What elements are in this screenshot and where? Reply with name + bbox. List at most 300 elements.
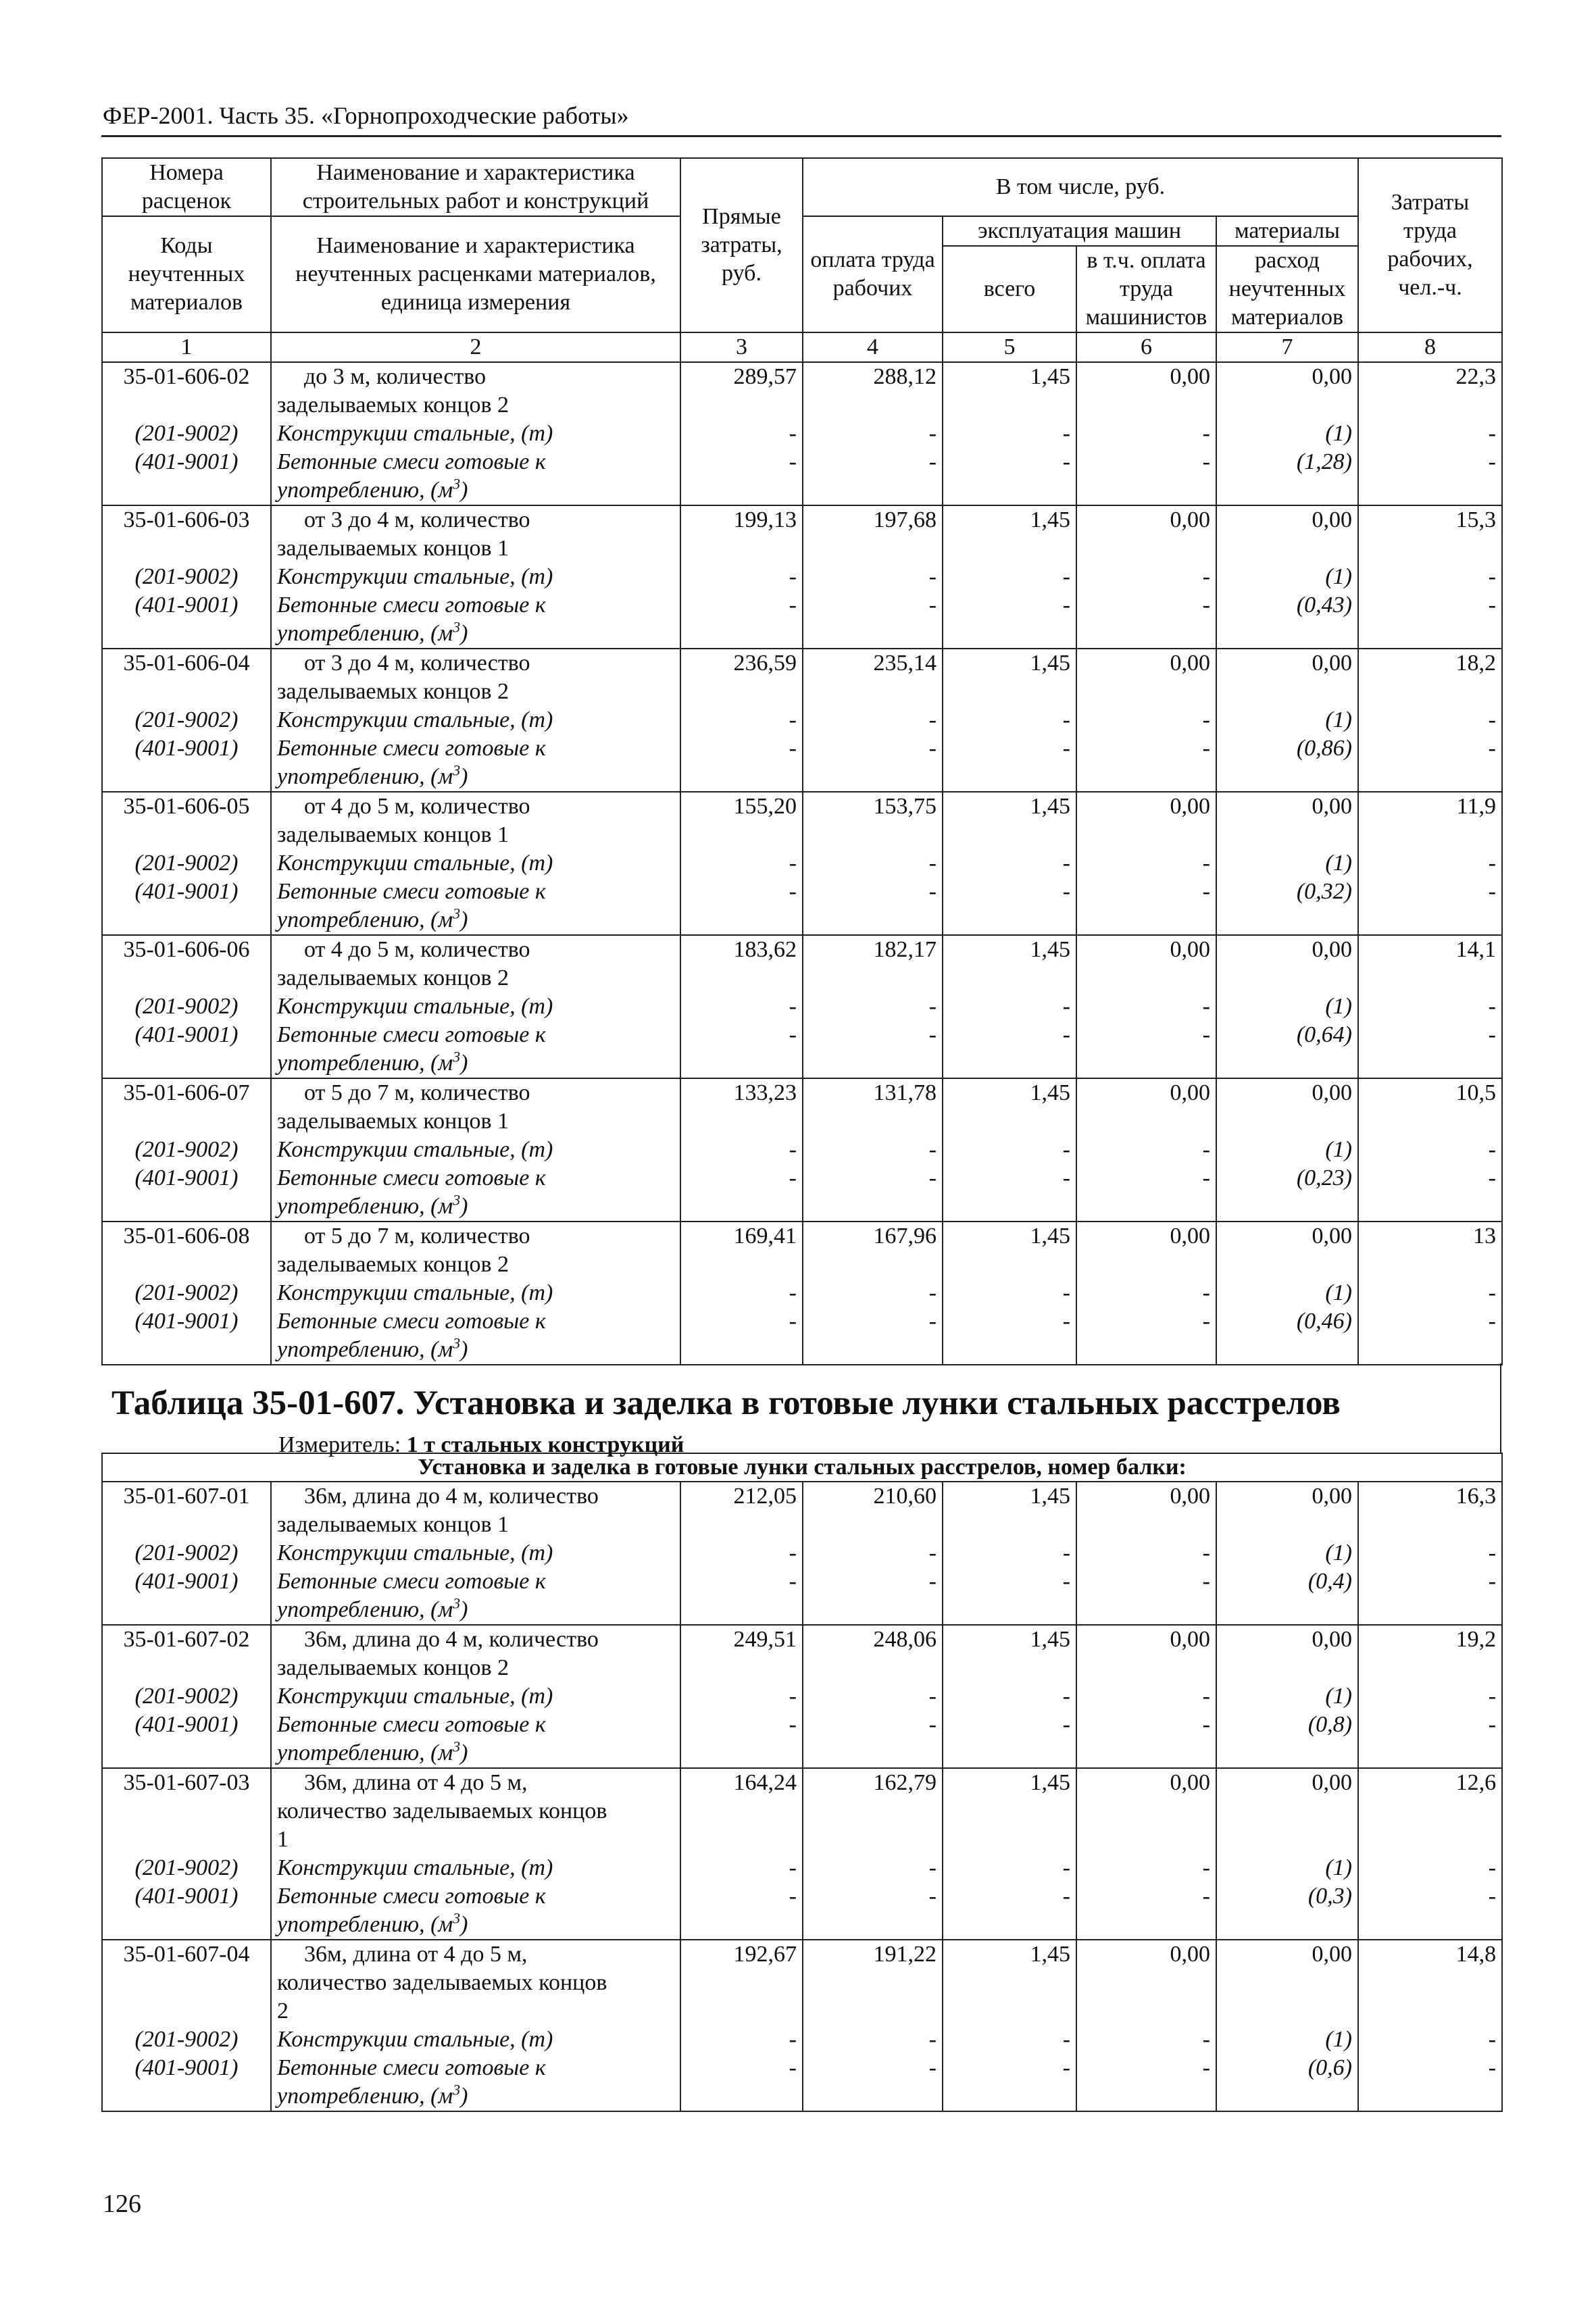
cost-value: 167,96 — [873, 1224, 937, 1249]
work-description: заделываемых концов 1 — [277, 822, 509, 847]
rate-name-cell — [271, 935, 680, 1078]
cost-value: 249,51 — [733, 1627, 797, 1652]
quantity-value: - — [1488, 1855, 1497, 1880]
labor-cell — [1358, 505, 1502, 649]
machine-total-cell — [943, 1482, 1076, 1625]
rate-code-cell — [102, 1768, 271, 1940]
quantity-value: (1) — [1325, 564, 1352, 589]
material-name: Бетонные смеси готовые к — [277, 449, 546, 474]
material-name: употреблению, (м — [277, 1194, 453, 1219]
material-unit-close: ) — [460, 907, 468, 932]
quantity-value: - — [1488, 736, 1496, 761]
cost-value: 15,3 — [1455, 507, 1496, 532]
quantity-value: (0,8) — [1307, 1712, 1352, 1737]
direct-cost-cell — [680, 1940, 803, 2111]
quantity-value: (1,28) — [1296, 449, 1352, 474]
work-description: заделываемых концов 2 — [277, 1252, 509, 1277]
rate-code-cell — [102, 935, 271, 1078]
quantity-value: - — [928, 1712, 937, 1737]
material-unit-superscript: 3 — [453, 1909, 461, 1927]
material-unit-superscript: 3 — [453, 1334, 461, 1352]
quantity-value: - — [1062, 564, 1070, 589]
work-description: 36м, длина от 4 до 5 м, — [304, 1942, 528, 1967]
quantity-value: - — [1202, 2027, 1210, 2052]
material-name: Бетонные смеси готовые к — [277, 1884, 546, 1909]
machinist-pay-cell — [1076, 1940, 1216, 2111]
quantity-value: - — [789, 1684, 797, 1709]
machine-total-cell — [943, 1768, 1076, 1940]
rate-row — [102, 935, 1502, 1078]
machinist-pay-cell — [1076, 362, 1216, 505]
cost-value: 14,1 — [1455, 937, 1496, 962]
rate-name-cell — [271, 362, 680, 505]
quantity-value: - — [789, 736, 797, 761]
measure-value: 1 т стальных конструкций — [406, 1432, 684, 1457]
quantity-value: - — [1062, 449, 1070, 474]
material-code: (401-9001) — [134, 1022, 239, 1047]
materials-cell — [1216, 1482, 1358, 1625]
quantity-value: - — [1062, 1280, 1070, 1305]
work-description: заделываемых концов 2 — [277, 679, 509, 704]
quantity-value: - — [789, 2055, 797, 2080]
work-description: заделываемых концов 2 — [277, 393, 509, 418]
cost-value: 0,00 — [1170, 507, 1210, 532]
material-unit-superscript: 3 — [453, 1738, 461, 1755]
quantity-value: - — [1202, 449, 1210, 474]
direct-cost-cell — [680, 1625, 803, 1768]
material-name: употреблению, (м — [277, 907, 453, 932]
rate-name-cell — [271, 1768, 680, 1940]
material-code: (201-9002) — [134, 1684, 239, 1709]
direct-cost-cell — [680, 1078, 803, 1222]
labor-cell — [1358, 362, 1502, 505]
quantity-value: (0,64) — [1296, 1022, 1352, 1047]
material-name: Бетонные смеси готовые к — [277, 1309, 546, 1334]
cost-value: 0,00 — [1170, 1627, 1210, 1652]
material-unit-superscript: 3 — [453, 905, 461, 922]
quantity-value: (1) — [1325, 1540, 1352, 1565]
quantity-value: - — [1488, 1165, 1496, 1190]
material-code: (201-9002) — [134, 2027, 239, 2052]
quantity-value: - — [789, 593, 797, 618]
work-description: от 5 до 7 м, количество — [304, 1224, 530, 1249]
machine-total-cell — [943, 649, 1076, 792]
header-machine-total: всего — [943, 246, 1076, 332]
col-number: 1 — [102, 332, 271, 362]
quantity-value: - — [789, 421, 797, 446]
quantity-value: - — [789, 851, 797, 876]
work-description: 1 — [277, 1827, 289, 1852]
quantity-value: - — [928, 994, 937, 1019]
rate-code: 35-01-606-06 — [123, 937, 250, 962]
rate-code-cell — [102, 1482, 271, 1625]
work-description: 36м, длина до 4 м, количество — [304, 1484, 599, 1509]
rate-code-cell — [102, 505, 271, 649]
quantity-value: (1) — [1325, 1137, 1352, 1162]
cost-value: 182,17 — [873, 937, 937, 962]
machinist-pay-cell — [1076, 649, 1216, 792]
quantity-value: - — [1062, 2055, 1070, 2080]
material-code: (401-9001) — [134, 1569, 239, 1594]
rate-code: 35-01-607-03 — [123, 1770, 250, 1795]
machine-total-cell — [943, 1222, 1076, 1365]
material-name: Конструкции стальные, (т) — [277, 1540, 553, 1565]
cost-value: 1,45 — [1030, 364, 1070, 389]
material-name: Бетонные смеси готовые к — [277, 1022, 546, 1047]
header-material-name: Наименование и характеристика неучтенных расценками материалов, единица измерения — [271, 216, 680, 332]
material-name: Бетонные смеси готовые к — [277, 2055, 546, 2080]
work-description: от 5 до 7 м, количество — [304, 1080, 530, 1105]
machine-total-cell — [943, 1078, 1076, 1222]
material-name: употреблению, (м — [277, 1912, 453, 1937]
quantity-value: - — [1488, 707, 1496, 732]
header-machine-operation: эксплуатация машин — [943, 216, 1216, 246]
quantity-value: - — [1488, 1137, 1496, 1162]
machine-total-cell — [943, 505, 1076, 649]
material-code: (201-9002) — [134, 994, 239, 1019]
direct-cost-cell — [680, 792, 803, 935]
quantity-value: - — [928, 1022, 937, 1047]
quantity-value: - — [789, 1540, 797, 1565]
cost-value: 199,13 — [733, 507, 797, 532]
quantity-value: (0,32) — [1296, 879, 1352, 904]
cost-value: 153,75 — [873, 794, 937, 819]
quantity-value: - — [1062, 1540, 1070, 1565]
quantity-value: - — [789, 564, 797, 589]
quantity-value: - — [1202, 564, 1210, 589]
rate-code-cell — [102, 1078, 271, 1222]
materials-cell — [1216, 792, 1358, 935]
material-name: Конструкции стальные, (т) — [277, 421, 553, 446]
quantity-value: - — [928, 2055, 937, 2080]
work-description: от 3 до 4 м, количество — [304, 651, 530, 676]
quantity-value: - — [1202, 1022, 1210, 1047]
quantity-value: - — [1202, 1137, 1210, 1162]
quantity-value: (0,46) — [1296, 1309, 1352, 1334]
work-description: заделываемых концов 2 — [277, 1655, 509, 1680]
material-code: (401-9001) — [134, 1165, 239, 1190]
quantity-value: (1) — [1325, 1280, 1352, 1305]
page-number: 126 — [103, 2190, 141, 2218]
worker-pay-cell — [803, 935, 943, 1078]
material-code: (401-9001) — [134, 593, 239, 618]
quantity-value: - — [1062, 1855, 1070, 1880]
cost-value: 155,20 — [733, 794, 797, 819]
material-unit-close: ) — [460, 764, 468, 789]
material-name: употреблению, (м — [277, 764, 453, 789]
header-worker-pay: оплата труда рабочих — [803, 216, 943, 332]
quantity-value: - — [1062, 736, 1070, 761]
rate-code-cell — [102, 1940, 271, 2111]
quantity-value: - — [1488, 421, 1496, 446]
material-code: (201-9002) — [134, 1540, 239, 1565]
quantity-value: - — [789, 1022, 797, 1047]
header-material-codes: Коды неучтенных материалов — [102, 216, 271, 332]
material-code: (201-9002) — [134, 851, 239, 876]
material-name: употреблению, (м — [277, 2084, 453, 2109]
material-name: Конструкции стальные, (т) — [277, 1137, 553, 1162]
direct-cost-cell — [680, 1768, 803, 1940]
rate-name-cell — [271, 1940, 680, 2111]
material-unit-close: ) — [460, 1740, 468, 1765]
cost-value: 289,57 — [733, 364, 797, 389]
cost-value: 0,00 — [1312, 1627, 1352, 1652]
quantity-value: - — [789, 1165, 797, 1190]
quantity-value: (0,4) — [1307, 1569, 1352, 1594]
material-name: употреблению, (м — [277, 1740, 453, 1765]
quantity-value: - — [1488, 851, 1496, 876]
work-description: количество заделываемых концов — [277, 1799, 607, 1823]
cost-value: 164,24 — [733, 1770, 797, 1795]
machinist-pay-cell — [1076, 1625, 1216, 1768]
labor-cell — [1358, 792, 1502, 935]
quantity-value: - — [1202, 1855, 1210, 1880]
machine-total-cell — [943, 1625, 1076, 1768]
page-header: ФЕР-2001. Часть 35. «Горнопроходческие работы» — [103, 102, 629, 129]
quantity-value: - — [789, 994, 797, 1019]
cost-value: 1,45 — [1030, 507, 1070, 532]
rate-code: 35-01-607-01 — [123, 1484, 250, 1509]
cost-value: 0,00 — [1312, 507, 1352, 532]
machine-total-cell — [943, 1940, 1076, 2111]
rate-name-cell — [271, 792, 680, 935]
rate-row — [102, 505, 1502, 649]
quantity-value: - — [1488, 994, 1496, 1019]
quantity-value: - — [1062, 994, 1070, 1019]
quantity-value: - — [1062, 851, 1070, 876]
quantity-value: - — [1062, 1884, 1070, 1909]
work-description: 2 — [277, 1998, 289, 2023]
quantity-value: - — [1202, 1280, 1210, 1305]
material-name: Конструкции стальные, (т) — [277, 851, 553, 876]
column-numbers-row — [102, 332, 1502, 362]
cost-value: 183,62 — [733, 937, 797, 962]
quantity-value: - — [1062, 1165, 1070, 1190]
cost-value: 169,41 — [733, 1224, 797, 1249]
material-name: употреблению, (м — [277, 1051, 453, 1076]
cost-value: 0,00 — [1170, 1484, 1210, 1509]
worker-pay-cell — [803, 1482, 943, 1625]
quantity-value: (0,86) — [1296, 736, 1352, 761]
quantity-value: - — [928, 421, 937, 446]
quantity-value: - — [1488, 1684, 1497, 1709]
quantity-value: - — [928, 564, 937, 589]
quantity-value: - — [1488, 449, 1496, 474]
material-code: (201-9002) — [134, 707, 239, 732]
quantity-value: - — [1488, 1309, 1496, 1334]
header-labor-costs: Затраты труда рабочих, чел.-ч. — [1358, 158, 1502, 332]
quantity-value: - — [1202, 1569, 1210, 1594]
cost-value: 0,00 — [1312, 937, 1352, 962]
cost-value: 1,45 — [1030, 1942, 1070, 1967]
material-name: Конструкции стальные, (т) — [277, 1855, 553, 1880]
cost-value: 0,00 — [1170, 1942, 1210, 1967]
rate-row — [102, 1625, 1502, 1768]
header-materials: материалы — [1216, 216, 1358, 246]
worker-pay-cell — [803, 792, 943, 935]
quantity-value: - — [1202, 879, 1210, 904]
material-name: Конструкции стальные, (т) — [277, 994, 553, 1019]
machinist-pay-cell — [1076, 505, 1216, 649]
quantity-value: - — [928, 1569, 937, 1594]
worker-pay-cell — [803, 1768, 943, 1940]
table-subtitle: Установка и заделка в готовые лунки стальных расстрелов, номер балки: — [102, 1453, 1502, 1482]
quantity-value: - — [789, 1884, 797, 1909]
col-number: 5 — [943, 332, 1076, 362]
quantity-value: - — [928, 2027, 937, 2052]
material-code: (401-9001) — [134, 449, 239, 474]
quantity-value: - — [1202, 736, 1210, 761]
material-name: Бетонные смеси готовые к — [277, 1712, 546, 1737]
cost-value: 19,2 — [1455, 1627, 1497, 1652]
direct-cost-cell — [680, 1222, 803, 1365]
cost-value: 16,3 — [1455, 1484, 1497, 1509]
cost-value: 192,67 — [733, 1942, 797, 1967]
quantity-value: (1) — [1325, 421, 1352, 446]
table-right-border — [1500, 1363, 1501, 1453]
materials-cell — [1216, 1625, 1358, 1768]
cost-value: 0,00 — [1312, 1484, 1352, 1509]
col-number: 8 — [1358, 332, 1502, 362]
header-direct-costs: Прямые затраты, руб. — [680, 158, 803, 332]
material-name: Конструкции стальные, (т) — [277, 1684, 553, 1709]
cost-value: 0,00 — [1170, 1770, 1210, 1795]
rate-name-cell — [271, 1482, 680, 1625]
work-description: заделываемых концов 1 — [277, 1109, 509, 1134]
quantity-value: - — [928, 851, 937, 876]
quantity-value: - — [1062, 1309, 1070, 1334]
cost-value: 14,8 — [1455, 1942, 1497, 1967]
materials-cell — [1216, 1768, 1358, 1940]
work-description: количество заделываемых концов — [277, 1970, 607, 1995]
cost-value: 131,78 — [873, 1080, 937, 1105]
worker-pay-cell — [803, 1222, 943, 1365]
quantity-value: - — [1202, 1712, 1210, 1737]
labor-cell — [1358, 1940, 1502, 2111]
material-code: (201-9002) — [134, 1280, 239, 1305]
cost-value: 236,59 — [733, 651, 797, 676]
rate-name-cell — [271, 1222, 680, 1365]
header-including: В том числе, руб. — [803, 158, 1358, 216]
material-unit-superscript: 3 — [453, 1191, 461, 1209]
direct-cost-cell — [680, 935, 803, 1078]
cost-value: 1,45 — [1030, 1080, 1070, 1105]
cost-value: 0,00 — [1170, 651, 1210, 676]
quantity-value: - — [928, 1165, 937, 1190]
labor-cell — [1358, 649, 1502, 792]
material-code: (401-9001) — [134, 2055, 239, 2080]
worker-pay-cell — [803, 1625, 943, 1768]
quantity-value: (1) — [1325, 707, 1352, 732]
machinist-pay-cell — [1076, 792, 1216, 935]
quantity-value: - — [1202, 593, 1210, 618]
machine-total-cell — [943, 935, 1076, 1078]
machinist-pay-cell — [1076, 1078, 1216, 1222]
quantity-value: - — [928, 1280, 937, 1305]
cost-value: 18,2 — [1455, 651, 1496, 676]
cost-value: 0,00 — [1312, 1080, 1352, 1105]
cost-value: 1,45 — [1030, 1484, 1070, 1509]
rate-name-cell — [271, 649, 680, 792]
work-description: заделываемых концов 1 — [277, 1512, 509, 1537]
material-name: Бетонные смеси готовые к — [277, 879, 546, 904]
work-description: 36м, длина от 4 до 5 м, — [304, 1770, 528, 1795]
quantity-value: (1) — [1325, 851, 1352, 876]
rates-table-606 — [101, 157, 1503, 1365]
cost-value: 0,00 — [1170, 1224, 1210, 1249]
material-unit-close: ) — [460, 1051, 468, 1076]
quantity-value: - — [1488, 2027, 1497, 2052]
rate-code-cell — [102, 1222, 271, 1365]
cost-value: 210,60 — [873, 1484, 937, 1509]
cost-value: 1,45 — [1030, 1627, 1070, 1652]
material-unit-superscript: 3 — [453, 618, 461, 636]
material-unit-close: ) — [460, 2084, 468, 2109]
cost-value: 197,68 — [873, 507, 937, 532]
rate-row — [102, 1768, 1502, 1940]
cost-value: 133,23 — [733, 1080, 797, 1105]
quantity-value: (0,43) — [1296, 593, 1352, 618]
rate-code: 35-01-606-07 — [123, 1080, 250, 1105]
direct-cost-cell — [680, 649, 803, 792]
quantity-value: (1) — [1325, 2027, 1352, 2052]
quantity-value: - — [928, 736, 937, 761]
quantity-value: - — [1488, 1569, 1497, 1594]
material-code: (201-9002) — [134, 421, 239, 446]
rate-code: 35-01-606-02 — [123, 364, 250, 389]
quantity-value: - — [1202, 1540, 1210, 1565]
quantity-value: - — [1202, 1884, 1210, 1909]
quantity-value: - — [1202, 707, 1210, 732]
quantity-value: (1) — [1325, 994, 1352, 1019]
quantity-value: - — [1062, 1022, 1070, 1047]
quantity-value: - — [1488, 564, 1496, 589]
labor-cell — [1358, 1768, 1502, 1940]
material-name: Бетонные смеси готовые к — [277, 736, 546, 761]
quantity-value: - — [928, 1855, 937, 1880]
material-name: Конструкции стальные, (т) — [277, 1280, 553, 1305]
quantity-value: - — [1202, 994, 1210, 1019]
header-rule — [101, 135, 1501, 137]
col-number: 3 — [680, 332, 803, 362]
material-code: (401-9001) — [134, 1884, 239, 1909]
header-machinist-pay: в т.ч. оплата труда машинистов — [1076, 246, 1216, 332]
material-unit-close: ) — [460, 1597, 468, 1622]
quantity-value: - — [789, 1855, 797, 1880]
quantity-value: (0,23) — [1296, 1165, 1352, 1190]
rate-code-cell — [102, 1625, 271, 1768]
cost-value: 0,00 — [1312, 364, 1352, 389]
quantity-value: - — [1488, 593, 1496, 618]
cost-value: 13 — [1473, 1224, 1496, 1249]
material-code: (401-9001) — [134, 879, 239, 904]
worker-pay-cell — [803, 1078, 943, 1222]
machinist-pay-cell — [1076, 1482, 1216, 1625]
materials-cell — [1216, 935, 1358, 1078]
quantity-value: - — [789, 879, 797, 904]
material-code: (401-9001) — [134, 736, 239, 761]
quantity-value: - — [789, 707, 797, 732]
cost-value: 0,00 — [1170, 364, 1210, 389]
worker-pay-cell — [803, 362, 943, 505]
col-number: 4 — [803, 332, 943, 362]
cost-value: 248,06 — [873, 1627, 937, 1652]
rate-code: 35-01-606-04 — [123, 651, 250, 676]
material-name: Бетонные смеси готовые к — [277, 1165, 546, 1190]
work-description: заделываемых концов 1 — [277, 536, 509, 561]
quantity-value: - — [928, 1309, 937, 1334]
quantity-value: (0,6) — [1307, 2055, 1352, 2080]
